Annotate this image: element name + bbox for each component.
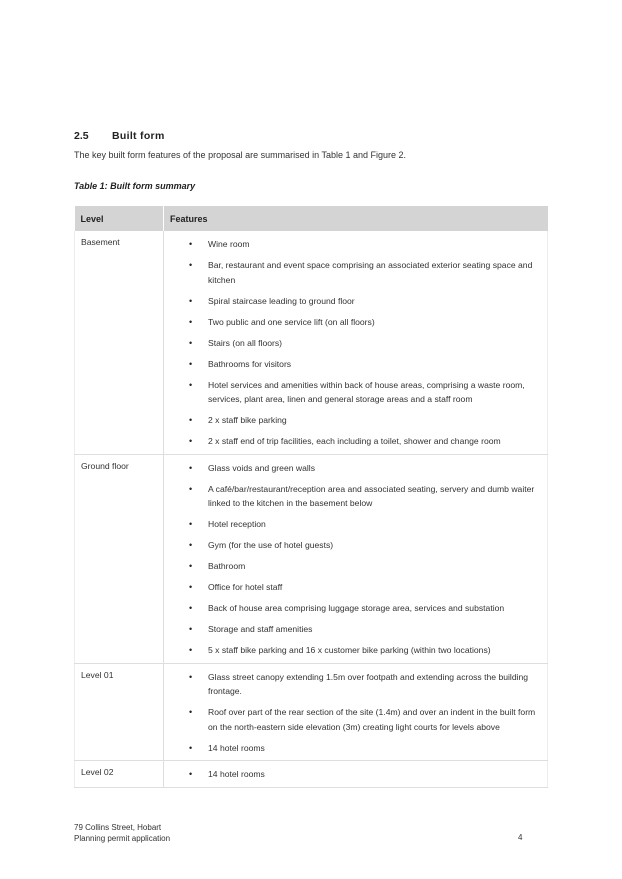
page-footer: [74, 822, 170, 844]
list-item: • 14 hotel rooms: [164, 741, 541, 756]
table-caption: Table 1: Built form summary: [74, 181, 196, 191]
table-row: [75, 761, 548, 788]
list-item: • 5 x staff bike parking and 16 x customer bike parking (within two locations): [164, 643, 541, 658]
list-item: • Storage and staff amenities: [164, 622, 541, 637]
table-row: [75, 231, 548, 454]
list-item: • Office for hotel staff: [164, 580, 541, 595]
list-item: • Glass voids and green walls: [164, 461, 541, 476]
list-item: • Wine room: [164, 237, 541, 252]
list-item: • 2 x staff bike parking: [164, 413, 541, 428]
header-level: Level: [75, 206, 164, 231]
table-body: [75, 231, 548, 787]
list-item: • Hotel reception: [164, 517, 541, 532]
features-list: [164, 461, 541, 658]
list-item: • Gym (for the use of hotel guests): [164, 538, 541, 553]
table-row: [75, 663, 548, 761]
page-number: 4: [518, 833, 523, 842]
level-cell: Ground floor: [75, 454, 164, 663]
footer-doc-title: Planning permit application: [74, 834, 171, 843]
table-header-row: [75, 206, 548, 231]
list-item: • Two public and one service lift (on all floors): [164, 315, 541, 330]
list-item: • Spiral staircase leading to ground floor: [164, 294, 541, 309]
list-item: • Stairs (on all floors): [164, 336, 541, 351]
list-item: • Bathrooms for visitors: [164, 357, 541, 372]
list-item: • A café/bar/restaurant/reception area and associated seating, servery and dumb waiter linked to the kitchen in the basement below: [164, 482, 541, 511]
list-item: • Glass street canopy extending 1.5m over footpath and extending across the building frontage.: [164, 670, 541, 699]
list-item: • 2 x staff end of trip facilities, each including a toilet, shower and change room: [164, 434, 541, 449]
list-item: • Back of house area comprising luggage storage area, services and substation: [164, 601, 541, 616]
footer-address: 79 Collins Street, Hobart: [74, 823, 162, 832]
list-item: • 14 hotel rooms: [164, 767, 541, 782]
header-features: Features: [164, 206, 548, 231]
section-heading: [74, 130, 165, 142]
section-number: 2.5: [74, 130, 89, 142]
section-title: Built form: [112, 130, 165, 142]
features-cell: [164, 761, 548, 788]
table-row: [75, 454, 548, 663]
features-list: [164, 767, 541, 782]
features-cell: [164, 231, 548, 454]
features-cell: [164, 454, 548, 663]
level-cell: Basement: [75, 231, 164, 454]
level-cell: Level 01: [75, 663, 164, 761]
section-intro: The key built form features of the proposal are summarised in Table 1 and Figure 2.: [74, 150, 407, 160]
list-item: • Bar, restaurant and event space comprising an associated exterior seating space and kitchen: [164, 258, 541, 287]
built-form-summary-table: [74, 206, 548, 788]
features-list: [164, 237, 541, 449]
list-item: • Hotel services and amenities within back of house areas, comprising a waste room, services, plant area, linen and general storage areas and a staff room: [164, 378, 541, 407]
level-cell: Level 02: [75, 761, 164, 788]
features-cell: [164, 663, 548, 761]
features-list: [164, 670, 541, 756]
list-item: • Roof over part of the rear section of the site (1.4m) and over an indent in the built form on the north-eastern side elevation (3m) creating light courts for levels above: [164, 705, 541, 734]
list-item: • Bathroom: [164, 559, 541, 574]
